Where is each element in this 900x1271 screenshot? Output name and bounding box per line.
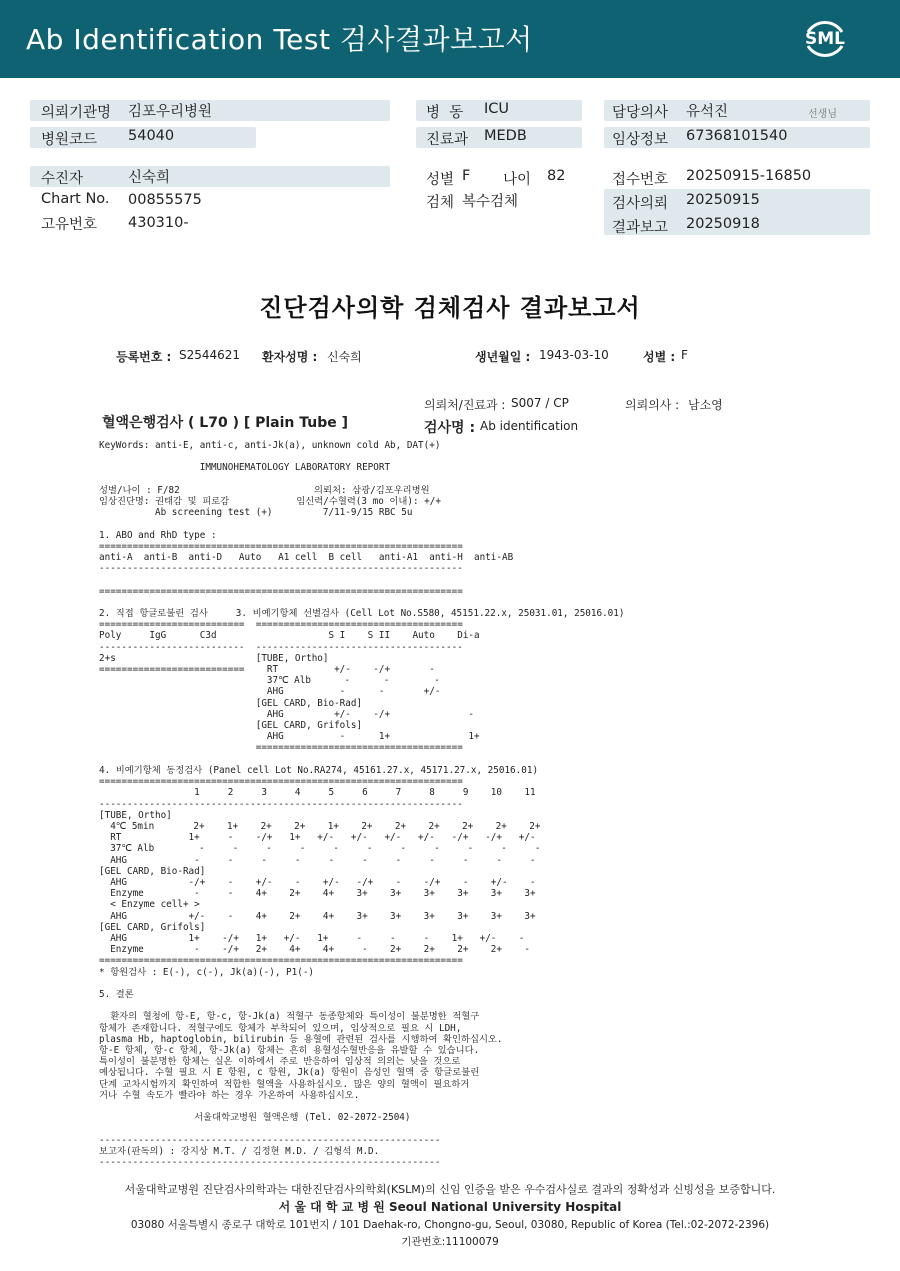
ward-value: ICU — [484, 101, 510, 117]
code-label: 병원코드 — [41, 132, 98, 148]
section-title: 혈액은행검사 ( L70 ) [ Plain Tube ] — [102, 415, 349, 431]
footer-address: 03080 서울특별시 종로구 대학로 101번지 / 101 Daehak-ro, Chongno-gu, Seoul, 03080, Republic of Korea (Tel.:02-2072-2396) — [130, 1219, 770, 1231]
reg-label: 등록번호 : — [116, 350, 172, 364]
sml-logo — [800, 14, 850, 64]
report-body: KeyWords: anti-E, anti-c, anti-Jk(a), unknown cold Ab, DAT(+) IMMUNOHEMATOLOGY LABORATORY REPORT 성별/나이 : F/82 의뢰처: 삼광/김포우리병원 임상진단명: 권태감 및 피로감 임신력/수혈력(3 mo 이내): +/+ Ab screening test (+) 7/11-9/15 RBC 5u 1. ABO and RhD type : ================================================================= anti-A anti-B anti-D Auto A1 cell B cell anti-A1 anti-H anti-AB ----------------------------------------------------------------- ================================================================= 2. 직접 항글로불린 검사 3. 비예기항체 선별검사 (Cell Lot No.S580, 45151.22.x, 25031.01, 25016.01) ========================== ===================================== Poly IgG C3d S I S II Auto Di-a -------------------------- ------------------------------------- 2+s [TUBE, Ortho] ========================== RT +/- -/+ - 37℃ Alb - - - AHG - - +/- [GEL CARD, Bio-Rad] AHG +/- -/+ - [GEL CARD, Grifols] AHG - 1+ 1+ ===================================== 4. 비예기항체 동정검사 (Panel cell Lot No.RA274, 45161.27.x, 45171.27.x, 25016.01) ================================================================= 1 2 3 4 5 6 7 8 9 10 11 ----------------------------------------------------------------- [TUBE, Ortho] 4℃ 5min 2+ 1+ 2+ 2+ 1+ 2+ 2+ 2+ 2+ 2+ 2+ RT 1+ - -/+ 1+ +/- +/- +/- +/- -/+ -/+ +/- 37℃ Alb - - - - - - - - - - - AHG - - - - - - - - - - - [GEL CARD, Bio-Rad] AHG -/+ - +/- - +/- -/+ - -/+ - +/- - Enzyme - - 4+ 2+ 4+ 3+ 3+ 3+ 3+ 3+ 3+ < Enzyme cell+ > AHG +/- - 4+ 2+ 4+ 3+ 3+ 3+ 3+ 3+ 3+ [GEL CARD, Grifols] AHG 1+ -/+ 1+ +/- 1+ - - - 1+ +/- - Enzyme - -/+ 2+ 4+ 4+ - 2+ 2+ 2+ 2+ - ================================================================= * 항원검사 : E(-), c(-), Jk(a)(-), P1(-) 5. 결론 환자의 혈청에 항-E, 항-c, 항-Jk(a) 적혈구 동종항체와 특이성이 불분명한 적혈구 항체가 존재합니다. 적혈구에도 항체가 부착되어 있으며, 임상적으로 필요 시 LDH, plasma Hb, haptoglobin, bilirubin 등 용혈에 관련된 검사를 시행하여 확인하십시오. 항-E 항체, 항-c 항체, 항-Jk(a) 항체는 흔히 용혈성수혈반응을 유발할 수 있습니다. 특이성이 불분명한 항체는 실온 이하에서 주로 반응하여 임상적 의의는 낮을 것으로 예상됩니다. 수혈 필요 시 E 항원, c 항원, Jk(a) 항원이 음성인 혈액 중 항글로불린 단계 교차시험까지 확인하여 적합한 혈액을 사용하십시오. 많은 양의 혈액이 필요하거 거나 수혈 속도가 빨라야 하는 경우 가온하여 사용하십시오. 서울대학교병원 혈액은행 (Tel. 02-2072-2504) ------------------------------------------------------------- 보고자(판독의) : 강지상 M.T. / 김정현 M.D. / 김형석 M.D. ------------------------------------------------------------- — [99, 440, 625, 1168]
report-title: 진단검사의학 검체검사 결과보고서 — [259, 294, 641, 322]
doctor-label: 담당의사 — [612, 105, 669, 121]
patient-label: 수진자 — [41, 171, 84, 187]
dob-label: 생년월일 : — [475, 350, 531, 364]
header-title: Ab Identification Test 검사결과보고서 — [26, 23, 533, 56]
phys-value: 남소영 — [688, 398, 723, 412]
footer-inst-no: 기관번호:11100079 — [401, 1236, 499, 1248]
uid-label: 고유번호 — [41, 217, 98, 233]
report-value: 20250918 — [686, 216, 760, 232]
receipt-value: 20250915-16850 — [686, 168, 812, 184]
code-value: 54040 — [128, 128, 175, 144]
sex-value: F — [462, 168, 471, 184]
request-label: 검사의뢰 — [612, 196, 669, 212]
name-label: 환자성명 : — [262, 350, 318, 364]
test-label: 검사명 : — [424, 420, 476, 436]
clinical-label: 임상정보 — [612, 132, 669, 148]
ward-label: 병 동 — [426, 105, 464, 121]
doctor-suffix: 선생님 — [808, 109, 837, 120]
uid-value: 430310- — [128, 215, 189, 231]
inst-value: 김포우리병원 — [128, 104, 213, 120]
dept-label: 진료과 — [426, 132, 469, 148]
rsex-label: 성별 : — [643, 350, 676, 364]
sex-label: 성별 — [426, 172, 455, 188]
request-value: 20250915 — [686, 192, 760, 208]
receipt-label: 접수번호 — [612, 172, 669, 188]
dob-value: 1943-03-10 — [539, 348, 609, 362]
rdept-value: S007 / CP — [511, 396, 569, 410]
specimen-value: 복수검체 — [462, 194, 519, 210]
age-value: 82 — [547, 168, 566, 184]
chart-value: 00855575 — [128, 192, 202, 208]
footer-cert: 서울대학교병원 진단검사의학과는 대한진단검사의학회(KSLM)의 신임 인증을 받은 우수검사실로 결과의 정확성과 신빙성을 보증합니다. — [124, 1183, 776, 1196]
footer-hospital: 서 울 대 학 교 병 원 Seoul National University Hospital — [278, 1200, 622, 1214]
reg-value: S2544621 — [179, 348, 241, 362]
specimen-label: 검체 — [426, 195, 455, 211]
report-label: 결과보고 — [612, 220, 669, 236]
rdept-label: 의뢰처/진료과 : — [424, 398, 506, 412]
name-value: 신숙희 — [327, 350, 362, 364]
header-bar — [0, 0, 900, 78]
patient-pill — [30, 166, 390, 187]
rsex-value: F — [681, 348, 688, 362]
clinical-value: 67368101540 — [686, 128, 788, 144]
chart-label: Chart No. — [41, 191, 110, 207]
patient-value: 신숙희 — [128, 170, 171, 186]
test-value: Ab identification — [480, 419, 579, 433]
age-label: 나이 — [503, 172, 532, 188]
dept-value: MEDB — [484, 128, 527, 144]
inst-label: 의뢰기관명 — [41, 105, 112, 121]
phys-label: 의뢰의사 : — [625, 398, 680, 412]
logo-text: SML — [805, 29, 845, 49]
doctor-value: 유석진 — [686, 104, 729, 120]
